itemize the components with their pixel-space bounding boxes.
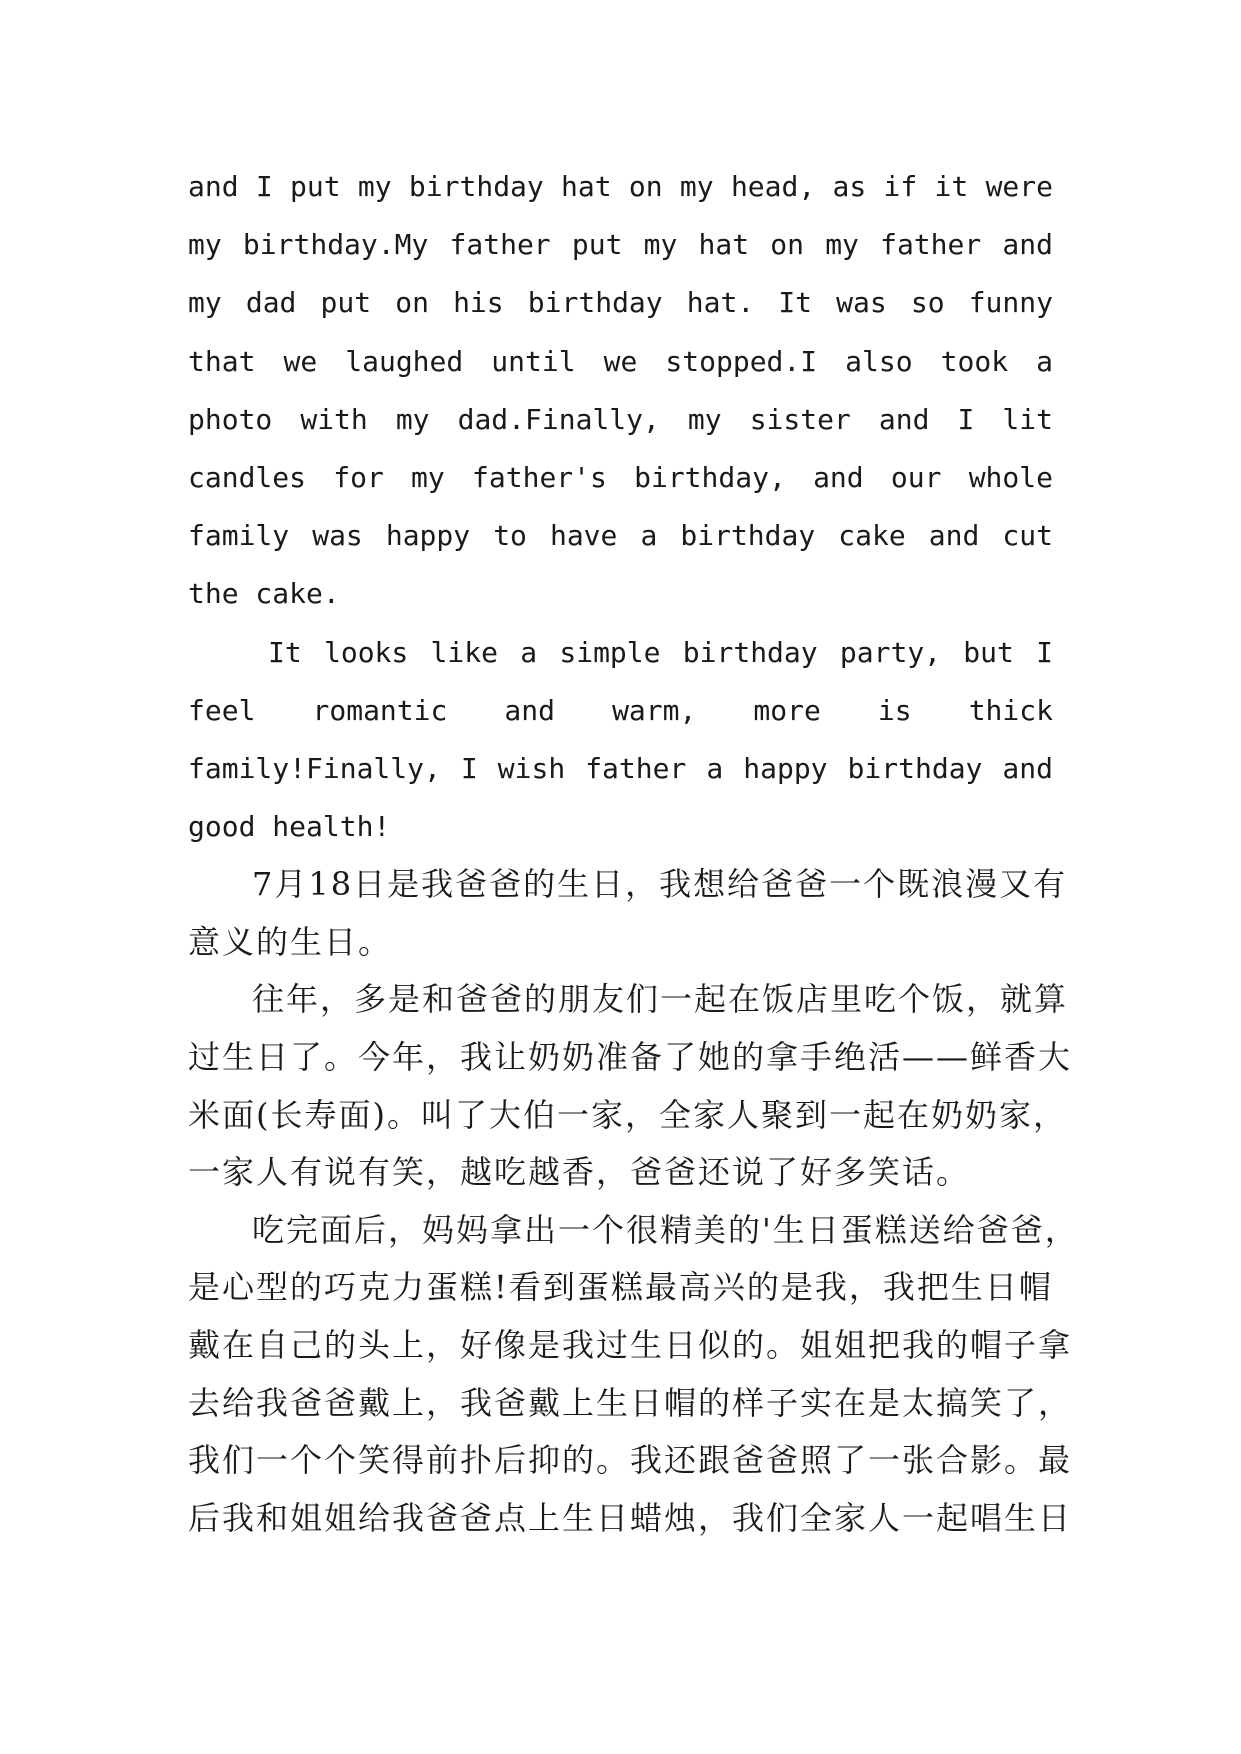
text-line: that we laughed until we stopped.I also took a	[188, 344, 1053, 378]
text-line: 意义的生日。	[188, 922, 393, 961]
text-line: family!Finally, I wish father a happy birthday and	[188, 751, 1053, 785]
text-line: 米面(长寿面)。叫了大伯一家，全家人聚到一起在奶奶家，	[188, 1095, 1067, 1134]
text-line: 戴在自己的头上，好像是我过生日似的。姐姐把我的帽子拿	[188, 1326, 1073, 1364]
text-line: 一家人有说有笑，越吃越香，爸爸还说了好多笑话。	[188, 1153, 971, 1192]
chinese-paragraph-1	[188, 856, 1068, 971]
text-line: 我们一个个笑得前扑后抑的。我还跟爸爸照了一张合影。最	[188, 1441, 1073, 1480]
chinese-paragraph-2	[188, 971, 1073, 1201]
text-line: 是心型的巧克力蛋糕!看到蛋糕最高兴的是我，我把生日帽	[188, 1268, 1053, 1307]
text-line: candles for my father's birthday, and our whole	[188, 460, 1053, 494]
text-line: feel romantic and warm, more is thick	[188, 693, 1053, 727]
text-line: 过生日了。今年，我让奶奶准备了她的拿手绝活——鲜香大	[188, 1038, 1073, 1077]
document-body	[188, 158, 1079, 1547]
text-line: 往年，多是和爸爸的朋友们一起在饭店里吃个饭，就算	[252, 980, 1069, 1019]
text-line: 后我和姐姐给我爸爸点上生日蜡烛，我们全家人一起唱生日	[188, 1498, 1073, 1537]
text-line: my dad put on his birthday hat. It was so funny	[188, 286, 1053, 320]
english-paragraph-1	[188, 158, 1053, 624]
text-line: 7月18日是我爸爸的生日，我想给爸爸一个既浪漫又有	[252, 865, 1068, 904]
chinese-paragraph-3	[188, 1202, 1079, 1548]
text-line: photo with my dad.Finally, my sister and I lit	[188, 402, 1053, 436]
text-line: 吃完面后，妈妈拿出一个很精美的'生日蛋糕送给爸爸，	[252, 1210, 1079, 1249]
english-paragraph-2	[188, 624, 1053, 857]
text-line: the cake.	[188, 577, 340, 611]
text-line: It looks like a simple birthday party, but I	[268, 635, 1053, 669]
text-line: family was happy to have a birthday cake and cut	[188, 519, 1053, 553]
text-line: my birthday.My father put my hat on my father and	[188, 228, 1053, 262]
text-line: good health!	[188, 810, 391, 844]
text-line: 去给我爸爸戴上，我爸戴上生日帽的样子实在是太搞笑了，	[188, 1383, 1073, 1422]
text-line: and I put my birthday hat on my head, as if it were	[188, 170, 1053, 203]
